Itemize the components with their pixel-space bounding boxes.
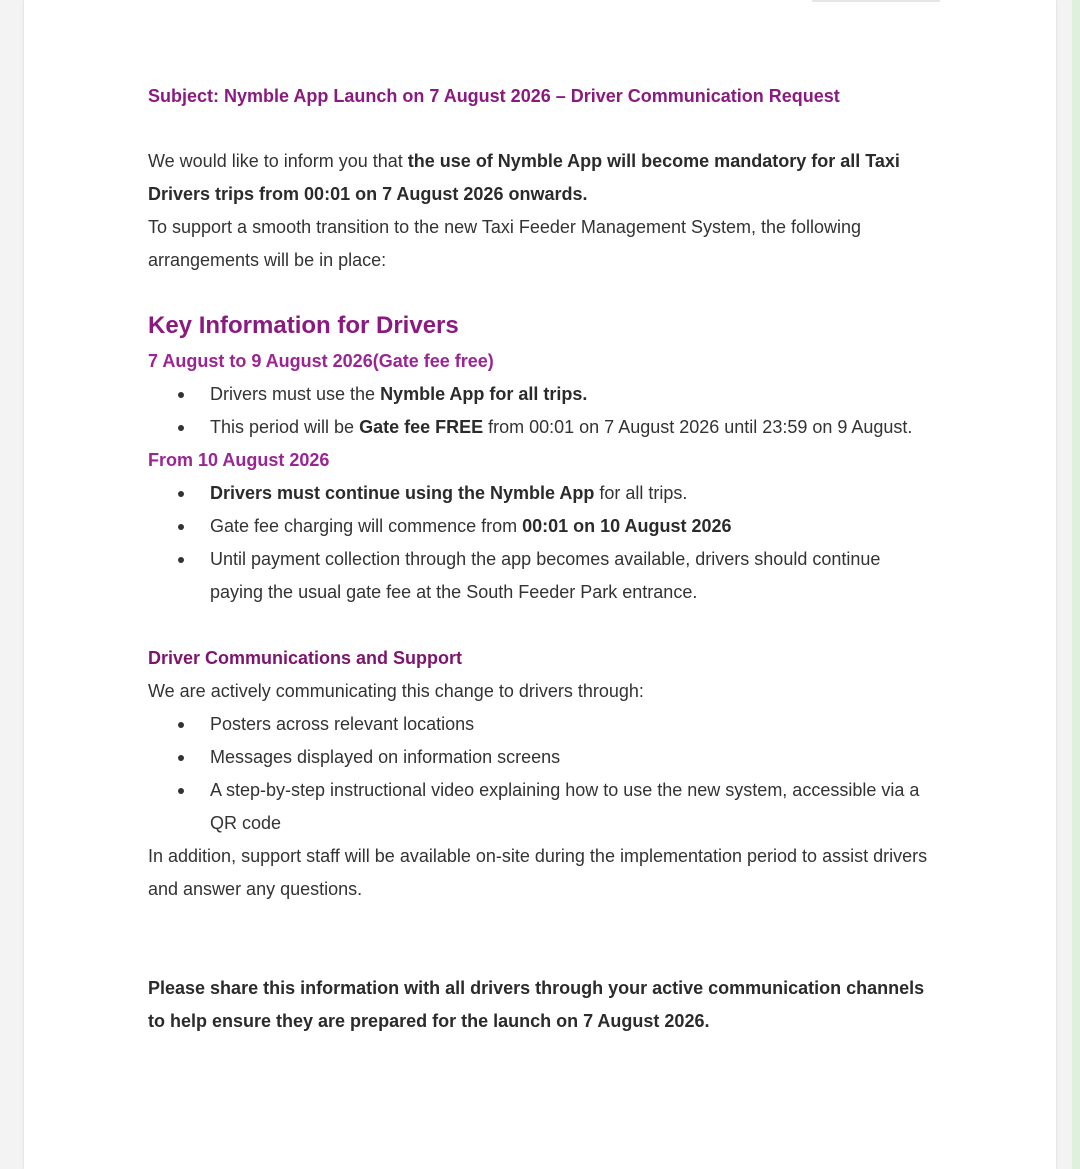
document-page <box>24 0 1056 1169</box>
email-body <box>148 80 938 1038</box>
support-list <box>148 708 938 840</box>
intro-bold-text: the use of Nymble App will become mandatory for all Taxi Drivers trips from 00:01 on 7 August 2026 onwards. <box>148 151 900 204</box>
list-item: This period will be Gate fee FREE from 00:01 on 7 August 2026 until 23:59 on 9 August. <box>210 411 938 444</box>
list-item: Drivers must use the Nymble App for all trips. <box>210 378 938 411</box>
list-item: A step-by-step instructional video explaining how to use the new system, accessible via a QR code <box>210 774 938 840</box>
bullet-icon <box>178 491 184 497</box>
support-lead: We are actively communicating this change to drivers through: <box>148 681 644 701</box>
key-information-heading: Key Information for Drivers <box>148 312 459 339</box>
bullet-icon <box>178 425 184 431</box>
closing-request: Please share this information with all drivers through your active communication channels to help ensure they are prepared for the launch on 7 August 2026. <box>148 978 925 1031</box>
list-item: Gate fee charging will commence from 00:01 on 10 August 2026 <box>210 510 938 543</box>
bullet-icon <box>178 557 184 563</box>
intro-paragraph <box>148 145 938 211</box>
bullet-icon <box>178 392 184 398</box>
support-title: Driver Communications and Support <box>148 648 463 668</box>
period2-title: From 10 August 2026 <box>148 450 330 470</box>
list-item: Until payment collection through the app becomes available, drivers should continue paying the usual gate fee at the South Feeder Park entrance. <box>210 543 938 609</box>
transition-paragraph: To support a smooth transition to the new Taxi Feeder Management System, the following arrangements will be in place: <box>148 217 862 270</box>
window-edge <box>1072 0 1080 1169</box>
list-item: Drivers must continue using the Nymble App for all trips. <box>210 477 938 510</box>
support-addition: In addition, support staff will be available on-site during the implementation period to assist drivers and answer any questions. <box>148 846 928 899</box>
bullet-icon <box>178 788 184 794</box>
list-item: Messages displayed on information screens <box>210 741 938 774</box>
bullet-icon <box>178 722 184 728</box>
top-edge-mark <box>812 0 940 2</box>
period1-list <box>148 378 938 444</box>
subject-line: Subject: Nymble App Launch on 7 August 2026 – Driver Communication Request <box>148 86 840 106</box>
intro-text: We would like to inform you that <box>148 151 408 171</box>
list-item: Posters across relevant locations <box>210 708 938 741</box>
bullet-icon <box>178 524 184 530</box>
period2-list <box>148 477 938 609</box>
period1-title: 7 August to 9 August 2026(Gate fee free) <box>148 351 494 371</box>
bullet-icon <box>178 755 184 761</box>
